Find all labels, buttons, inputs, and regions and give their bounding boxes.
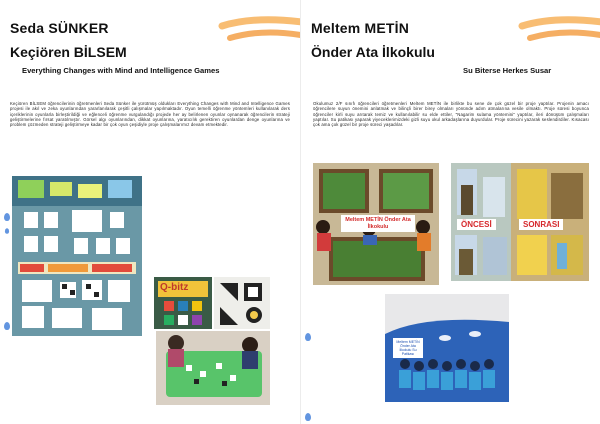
water-path-card: Meltem METİN Önder Ata İlkokulu Su Patikası <box>393 338 423 358</box>
school-name: Önder Ata İlkokulu <box>311 44 435 60</box>
project-description: Okulumuz 2/F sınıfı öğrencileri öğretmenleri Meltem METİN ile birlikte bu sene de çok güzel bir proje yaptılar. Projenin amacı öğrencilere suyun önemini anlatmak ve bilinçli birer birey olmaları yönünde adım atmalarına vesile olmaktı. Proje süresi boyunca öğrenciler kirli suyu arıtarak temiz ve kullanılabilir su elde ettiler, "Nagarim sulama yöntemini" yaptılar, ileri dönüşüm çalışmaları yaptılar. Su patikası yaparak yiyeceklerimizdeki gizli suyu okul arkadaşlarına duyurdular. Proje sürecini yazarak seslendirdiler. Kısacası çok ama çok güzel bir proje süreci yaşadılar. <box>313 101 589 128</box>
pattern-cards-photo <box>214 277 270 329</box>
teacher-name: Seda SÜNKER <box>10 20 109 36</box>
photo-caption: Meltem METİN Önder Ata İlkokulu <box>341 215 415 232</box>
before-photo <box>451 163 511 281</box>
water-path-photo <box>385 294 509 402</box>
right-page <box>300 0 600 424</box>
students-playing-photo <box>156 331 270 405</box>
project-title: Su Biterse Herkes Susar <box>463 66 552 75</box>
water-drop-icon <box>305 413 311 421</box>
water-drop-icon <box>305 333 311 341</box>
water-drop-icon <box>4 213 10 221</box>
after-label: SONRASI <box>519 219 563 230</box>
qbitz-box-photo <box>154 277 212 329</box>
project-title: Everything Changes with Mind and Intelligence Games <box>22 66 220 75</box>
bulletin-board-photo <box>12 176 142 336</box>
teacher-name: Meltem METİN <box>311 20 410 36</box>
school-name: Keçiören BİLSEM <box>10 44 127 60</box>
project-description: Keçiören BİLSEM öğrencilerinin öğretmenleri Seda Sünker ile yürütmüş oldukları Everything Changes with Mind and Intelligence Games projesi ile akıl ve zeka oyunlarından yararlanılarak çeşitli çalışmalar yapılmaktadır. Oyun temelli öğrenme yöntemleri kullanılarak ders içeriklerinin oyunlarla birleştirildiği ve eğlenceli öğrenme vurgulandığı projede her ay belirlenen oyunlar oynanarak öğrencilerin strateji geliştirmelerine fırsat yaratılmıştır. Görsel algı oyunlarından, dikkat oyunlarına, yaratıcılık gerektiren oyunlardan denge oyunlarına ve problem çözmeden strateji geliştirmeye kadar bir çok oyun çeşidiyle proje çalışmalarımız devam etmektedir. <box>10 101 290 128</box>
after-photo <box>511 163 589 281</box>
qbitz-logo: Q-bitz <box>160 282 189 293</box>
before-label: ÖNCESİ <box>457 219 496 230</box>
garden-project-photo <box>313 163 439 285</box>
orange-brush-stroke <box>214 14 300 48</box>
orange-brush-stroke <box>514 14 600 48</box>
water-drop-icon <box>4 322 10 330</box>
water-drop-icon <box>5 228 9 234</box>
